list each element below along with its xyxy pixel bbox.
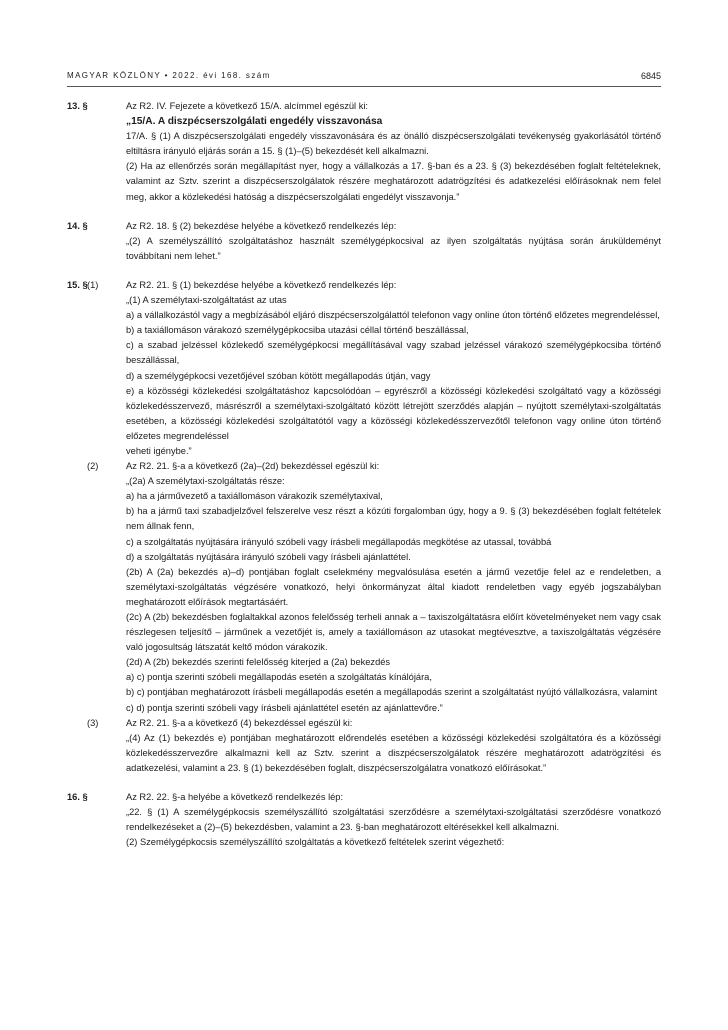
section-body bbox=[126, 99, 661, 205]
paragraph: a) c) pontja szerinti szóbeli megállapodás esetén a szolgáltatás kínálójára, bbox=[126, 672, 432, 683]
paragraph: a) ha a járművezető a taxiállomáson várakozik személytaxival, bbox=[126, 491, 383, 502]
paragraph: Az R2. 21. §-a a következő (4) bekezdéssel egészül ki: bbox=[126, 717, 353, 728]
section-body bbox=[126, 219, 661, 264]
section-number: 15. § bbox=[67, 279, 88, 290]
paragraph: b) ha a jármű taxi szabadjelzővel felszerelve vesz részt a közúti forgalomban úgy, hogy a 9. § (3) bekezdésében foglalt feltételek nem állnak fenn, bbox=[126, 506, 661, 532]
subsection-number: (3) bbox=[87, 717, 99, 728]
paragraph: veheti igénybe.” bbox=[126, 445, 192, 456]
paragraph: „22. § (1) A személygépkocsis személyszállító szolgáltatási szerződésre a személytaxi-szolgáltatási szerződésre vonatkozó rendelkezéseket a (2)–(5) bekezdésben, valamint a 23. §-ban meghatározott eltérésekkel kell alkalmazni. bbox=[126, 807, 661, 833]
paragraph: Az R2. 22. §-a helyébe a következő rendelkezés lép: bbox=[126, 792, 344, 803]
paragraph: „(1) A személytaxi-szolgáltatást az utas bbox=[126, 295, 287, 306]
subtitle-heading: „15/A. A diszpécserszolgálati engedély visszavonása bbox=[126, 116, 383, 128]
paragraph: d) a személygépkocsi vezetőjével szóban kötött megállapodás útján, vagy bbox=[126, 370, 431, 381]
paragraph: e) a közösségi közlekedési szolgáltatáshoz kapcsolódóan – egyrészről a közösségi közlekedési szolgáltató vagy a közösségi közlekedésszervező, másrészről a személytaxi-szolgáltató között létrejött szerződés alapján – nyújtott személytaxi-szolgáltatás esetében, a közösségi közlekedési szolgáltatótól vagy a közösségi közlekedésszervezőtől telefonon vagy online úton történő előzetes megrendeléssel bbox=[126, 385, 661, 441]
subsection bbox=[87, 278, 661, 459]
paragraph: Az R2. 21. §-a a következő (2a)–(2d) bekezdéssel egészül ki: bbox=[126, 461, 380, 472]
section bbox=[67, 278, 661, 776]
paragraph: c) a szolgáltatás nyújtására irányuló szóbeli vagy írásbeli megállapodás megkötése az utassal, továbbá bbox=[126, 536, 552, 547]
section-number: 14. § bbox=[67, 220, 88, 231]
section-body bbox=[126, 790, 661, 850]
section-number: 13. § bbox=[67, 101, 88, 111]
subsection-number: (2) bbox=[87, 461, 99, 472]
paragraph: (2b) A (2a) bekezdés a)–d) pontjában foglalt cselekmény megvalósulása esetén a jármű vezetője felel az e rendeletben, a személytaxi-szolgáltatás végzésére vonatkozó, helyi önkormányzat által kiadott rendeletben vagy egyéb jogszabályban meghatározott előírások megtartásáért. bbox=[126, 566, 661, 607]
paragraph: (2) Ha az ellenőrzés során megállapítást nyer, hogy a vállalkozás a 17. §-ban és a 23. § (3) bekezdésében foglalt feltételeknek, valamint az Sztv. szerint a diszpécserszolgálatok részére meghatározott adatrögzítési és adatkezelési előírásoknak nem felel meg, akkor a közlekedési hatóság a diszpécserszolgálati engedélyt visszavonja.” bbox=[126, 161, 661, 202]
header-rule bbox=[67, 86, 661, 87]
paragraph: „(2) A személyszállító szolgáltatáshoz használt személygépkocsival az ilyen szolgáltatás nyújtása során áruküldeményt továbbítani nem lehet.” bbox=[126, 235, 661, 261]
paragraph: „(4) Az (1) bekezdés e) pontjában meghatározott előrendelés esetében a közösségi közlekedési szolgáltatóra és a közösségi közlekedésszervezőre alkalmazni kell az Sztv. szerint a diszpécserszolgálatok részére meghatározott adatrögzítési és adatkezelési, valamint a 23. § (1) bekezdésében foglalt, diszpécserszolgálatra vonatkozó előírásokat.” bbox=[126, 732, 661, 773]
journal-title: MAGYAR KÖZLÖNY • 2022. évi 168. szám bbox=[67, 71, 271, 80]
section-body bbox=[87, 278, 661, 776]
section bbox=[67, 219, 661, 264]
paragraph: d) a szolgáltatás nyújtására irányuló szóbeli vagy írásbeli ajánlattétel. bbox=[126, 551, 411, 562]
paragraph: (2) Személygépkocsis személyszállító szolgáltatás a következő feltételek szerint végezhető: bbox=[126, 837, 505, 848]
paragraph: (2c) A (2b) bekezdésben foglaltakkal azonos felelősség terheli annak a – taxiszolgáltatásra előírt követelményeket nem vagy csak részlegesen teljesítő – járműnek a vezetőjét is, amely a taxiállomáson az utasokat megtévesztve, a taxiszolgáltatás végzésére való jogosultság látszatát keltő módon várakozik. bbox=[126, 612, 661, 653]
paragraph: (2d) A (2b) bekezdés szerinti felelősség kiterjed a (2a) bekezdés bbox=[126, 657, 391, 668]
section-number: 16. § bbox=[67, 792, 88, 803]
paragraph: c) a szabad jelzéssel közlekedő személygépkocsi megállításával vagy szabad jelzéssel várakozó személygépkocsiba történő beszállással, bbox=[126, 340, 661, 366]
subsection bbox=[87, 459, 661, 716]
paragraph: b) c) pontjában meghatározott írásbeli megállapodás esetén a megállapodás szerint a szolgáltatást nyújtó vállalkozásra, valamint bbox=[126, 687, 658, 698]
subsection bbox=[87, 716, 661, 776]
paragraph: „(2a) A személytaxi-szolgáltatás része: bbox=[126, 476, 285, 487]
section bbox=[67, 99, 661, 205]
page-header bbox=[67, 71, 661, 87]
paragraph: c) d) pontja szerinti szóbeli vagy írásbeli ajánlattétel esetén az ajánlattevőre.” bbox=[126, 702, 443, 713]
paragraph: Az R2. 18. § (2) bekezdése helyébe a következő rendelkezés lép: bbox=[126, 220, 397, 231]
section bbox=[67, 790, 661, 850]
paragraph: Az R2. 21. § (1) bekezdése helyébe a következő rendelkezés lép: bbox=[126, 279, 397, 290]
paragraph: b) a taxiállomáson várakozó személygépkocsiba utazási céllal történő beszállással, bbox=[126, 325, 469, 336]
paragraph: 17/A. § (1) A diszpécserszolgálati engedély visszavonására és az önálló diszpécserszolgálati tevékenység gyakorlásától történő eltiltásra irányuló eljárás során a 15. § (1)–(5) bekezdését kell alkalmazni. bbox=[126, 131, 661, 157]
document-body bbox=[67, 99, 661, 850]
paragraph: a) a vállalkozástól vagy a megbízásából eljáró diszpécserszolgálattól telefonon vagy online úton történő előzetes megrendeléssel, bbox=[126, 310, 660, 321]
subsection-number: (1) bbox=[87, 279, 99, 290]
paragraph: Az R2. IV. Fejezete a következő 15/A. alcímmel egészül ki: bbox=[126, 101, 369, 111]
page-number: 6845 bbox=[640, 71, 661, 81]
